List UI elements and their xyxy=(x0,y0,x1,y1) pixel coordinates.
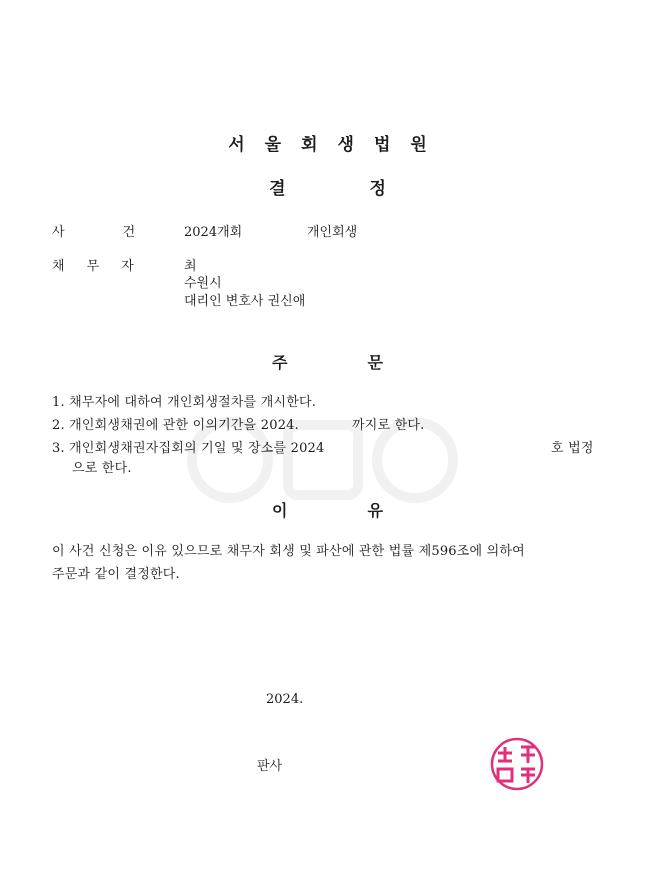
reason-line: 이 사건 신청은 이유 있으므로 채무자 회생 및 파산에 관한 법률 제596조에 의하여 xyxy=(52,544,525,559)
order-heading xyxy=(0,350,655,373)
document-title-char: 정 xyxy=(369,179,386,199)
debtor-label-char: 무 xyxy=(86,259,100,274)
order-item-continuation: 으로 한다. xyxy=(72,461,132,476)
case-label-char: 건 xyxy=(122,225,136,240)
court-name-char: 생 xyxy=(337,135,354,155)
case-type: 개인회생 xyxy=(307,225,358,240)
case-label xyxy=(52,221,135,240)
judge-label: 판사 xyxy=(257,759,283,774)
debtor-address: 수원시 xyxy=(184,276,222,291)
debtor-label xyxy=(52,255,134,274)
decision-date: 2024. xyxy=(266,692,304,707)
debtor-name: 최 xyxy=(184,259,197,274)
reason-heading-char: 이 xyxy=(272,501,288,520)
order-heading-char: 문 xyxy=(367,353,383,372)
order-item-text: 채무자에 대하여 개인회생절차를 개시한다. xyxy=(69,395,317,410)
debtor-label-char: 자 xyxy=(121,259,134,274)
order-item-number: 2. xyxy=(52,418,65,433)
reason-heading-char: 유 xyxy=(367,501,383,520)
order-item-tail: 호 법정 xyxy=(551,441,594,456)
court-name-char: 회 xyxy=(301,135,318,155)
order-item-number: 3. xyxy=(52,441,65,456)
document-title xyxy=(0,174,655,199)
document-title-char: 결 xyxy=(269,179,286,199)
debtor-agent: 대리인 변호사 권신애 xyxy=(184,294,306,309)
court-name-char: 원 xyxy=(410,135,427,155)
reason-heading xyxy=(0,498,655,521)
debtor-label-char: 채 xyxy=(52,259,65,274)
court-name-char: 서 xyxy=(228,135,245,155)
order-item-tail: 까지로 한다. xyxy=(352,418,425,433)
court-name-char: 법 xyxy=(373,135,391,155)
order-item-text: 개인회생채권에 관한 이의기간을 2024. xyxy=(69,418,299,433)
case-label-char: 사 xyxy=(52,225,65,240)
case-number: 2024개회 xyxy=(184,225,243,240)
order-heading-char: 주 xyxy=(272,353,288,372)
order-item-text: 개인회생채권자집회의 기일 및 장소를 2024 xyxy=(69,441,325,456)
court-name-char: 울 xyxy=(264,135,282,155)
order-item-number: 1. xyxy=(52,395,65,410)
reason-line: 주문과 같이 결정한다. xyxy=(52,567,180,582)
judge-seal xyxy=(488,735,546,793)
court-name xyxy=(0,130,655,155)
